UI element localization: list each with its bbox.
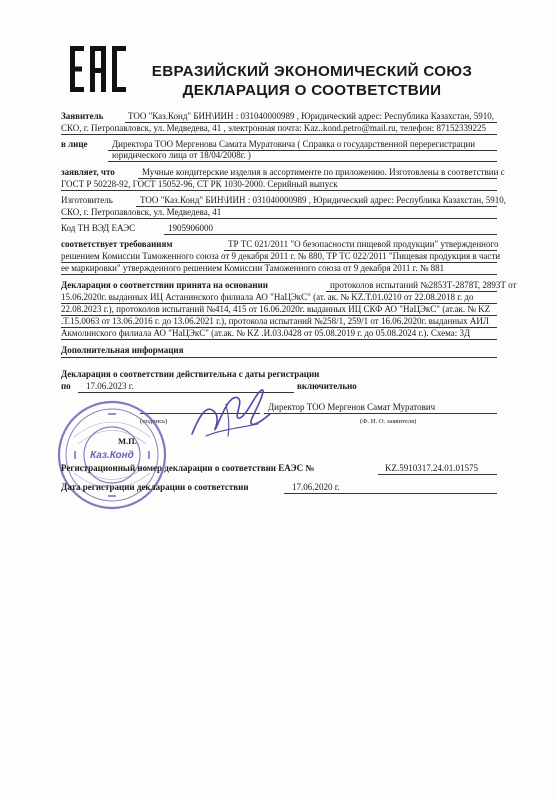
basis-line1: протоколов испытаний №2853Т-2878Т, 2893Т от xyxy=(330,280,517,290)
additional-info-underline xyxy=(61,357,497,358)
declares-label: заявляет, что xyxy=(61,167,115,177)
registration-number-underline xyxy=(378,474,497,475)
registration-number-label: Регистрационный номер декларации о соответствии ЕАЭС № xyxy=(61,463,315,473)
manufacturer-label: Изготовитель xyxy=(61,195,113,205)
manufacturer-line1: ТОО "Каз.Конд" БИН\ИИН : 031040000989 , Юридический адрес: Республика Казахстан, 5910, xyxy=(140,195,506,205)
person-line1: Директора ТОО Мергенова Самата Муратовича ( Справка о государственной перерегистрации xyxy=(112,139,476,149)
applicant-line1: ТОО "Каз.Конд" БИН\ИИН : 031040000989 , Юридический адрес: Республика Казахстан, 5910, xyxy=(128,111,494,121)
company-seal xyxy=(56,399,168,511)
requirements-label: соответствует требованиям xyxy=(61,239,173,249)
tnved-value: 1905906000 xyxy=(168,223,213,233)
signature-caption: (подпись) xyxy=(140,418,168,425)
basis-line3: 22.08.2023 г.), протоколов испытаний №414, 415 от 16.06.2020г. выданных ИЦ СКФ АО "НаЦЭкС" (ат.ак. № KZ xyxy=(61,304,491,314)
handwritten-signature xyxy=(186,384,276,448)
basis-line2: 15.06.2020г. выданных ИЦ Астанинского филиала АО "НаЦЭкС" (ат. ак. № KZ.Т.01.0210 от 22.08.2018 г. до xyxy=(61,292,474,302)
registration-date-value: 17.06.2020 г. xyxy=(292,482,340,492)
tnved-underline xyxy=(164,234,497,235)
manufacturer-underline-2 xyxy=(61,218,497,219)
fio-caption: (Ф. И. О. заявителя) xyxy=(360,418,417,425)
declares-line1: Мучные кондитерские изделия в ассортименте по приложению. Изготовлены в соответствии с xyxy=(142,167,505,177)
document-title xyxy=(142,62,482,100)
basis-label: Декларация о соответствии принята на основании xyxy=(61,280,268,290)
manufacturer-line2: СКО, г. Петропавловск, ул. Медведева, 41 xyxy=(61,207,222,217)
applicant-label: Заявитель xyxy=(61,111,104,121)
director-underline xyxy=(264,413,497,414)
eac-logo xyxy=(70,46,126,92)
requirements-line3: ее маркировки" утвержденного решением Комиссии Таможенного союза от 9 декабря 2011 г. № 881 xyxy=(61,263,445,273)
person-line2: юридического лица от 18/04/2008г. ) xyxy=(112,150,251,160)
validity-inclusive: включительно xyxy=(297,381,357,391)
validity-line: Декларация о соответствии действительна с даты регистрации xyxy=(61,369,320,379)
person-label: в лице xyxy=(61,139,88,149)
requirements-line2: решением Комиссии Таможенного союза от 9 декабря 2011 г. № 880, ТР ТС 022/2011 "Пищевая продукция в части xyxy=(61,251,501,261)
registration-date-label: Дата регистрации декларации о соответствии xyxy=(61,482,249,492)
title-union: ЕВРАЗИЙСКИЙ ЭКОНОМИЧЕСКИЙ СОЮЗ xyxy=(151,63,473,80)
declares-line2: ГОСТ Р 50228-92, ГОСТ 15052-96, СТ РК 1030-2000. Серийный выпуск xyxy=(61,179,338,189)
requirements-underline-3 xyxy=(61,274,497,275)
validity-po-label: по xyxy=(61,381,71,391)
director-name: Директор ТОО Мергенов Самат Муратович xyxy=(268,402,436,412)
applicant-line2: СКО, г. Петропавловск, ул. Медведева, 41 , электронная почта: Kaz..kond.petro@mail.ru, телефон: 87152339225 xyxy=(61,123,487,133)
registration-date-underline xyxy=(284,493,497,494)
basis-underline-5 xyxy=(61,339,497,340)
basis-line5: Акмолинского филиала АО "НаЦЭкС" (ат.ак. № KZ .И.03.0428 от 05.08.2019 г. до 05.08.2024 г.). Схема: 3Д xyxy=(61,328,471,338)
requirements-line1: ТР ТС 021/2011 "О безопасности пищевой продукции" утвержденного xyxy=(228,239,499,249)
validity-date: 17.06.2023 г. xyxy=(86,381,134,391)
seal-center-text: Каз.Конд xyxy=(90,450,134,461)
declares-underline-2 xyxy=(61,190,497,191)
person-underline-2 xyxy=(108,161,497,162)
title-declaration: ДЕКЛАРАЦИЯ О СООТВЕТСТВИИ xyxy=(182,82,442,99)
registration-number-value: KZ.5910317.24.01.01575 xyxy=(385,463,478,473)
tnved-label: Код ТН ВЭД ЕАЭС xyxy=(61,223,136,233)
additional-info-label: Дополнительная информация xyxy=(61,345,184,355)
mp-label: М.П. xyxy=(118,436,137,446)
applicant-underline-2 xyxy=(61,134,497,135)
basis-line4: .Т.15.0063 от 13.06.2016 г. до 13.06.2021 г.), протокола испытаний №258/1, 259/1 от 16.06.2020г. выданных АИЛ xyxy=(61,316,490,326)
